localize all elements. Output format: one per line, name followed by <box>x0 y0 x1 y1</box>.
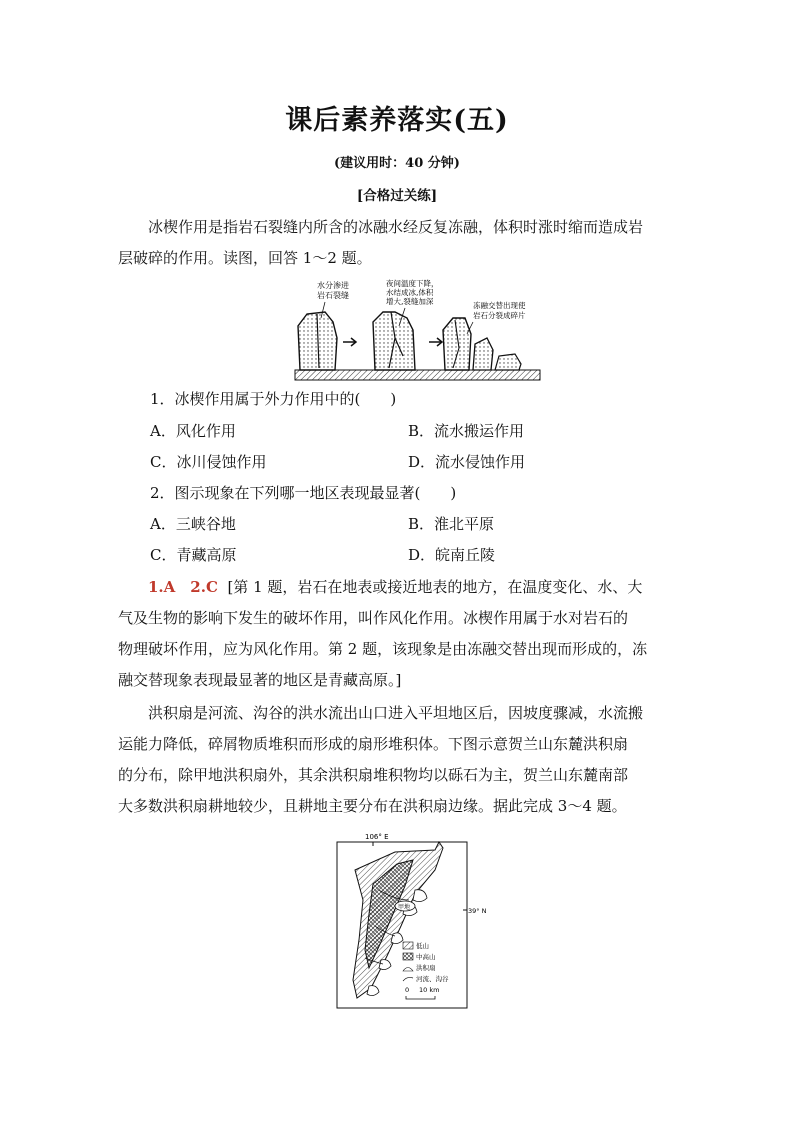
question-2-option-b: B．淮北平原 <box>408 515 495 533</box>
legend-label: 洪积扇 <box>416 964 436 972</box>
question-1-option-d: D．流水侵蚀作用 <box>408 453 526 471</box>
answer-explanation <box>118 572 678 696</box>
answer-key: 1.A 2.C <box>148 578 218 596</box>
scale-label: 10 km <box>419 986 440 994</box>
text-line: 气及生物的影响下发生的破坏作用，叫作风化作用。冰楔作用属于水对岩石的 <box>118 609 629 627</box>
legend-label: 中高山 <box>416 953 436 961</box>
legend-label: 河流、沟谷 <box>416 975 449 983</box>
text-line: 运能力降低，碎屑物质堆积而形成的扇形堆积体。下图示意贺兰山东麓洪积扇 <box>118 735 629 753</box>
text-line: 融交替现象表现最显著的地区是青藏高原。] <box>118 671 402 689</box>
alluvial-fan-map <box>335 830 487 1012</box>
question-1-option-a: A．风化作用 <box>150 422 236 440</box>
text-line: 大多数洪积扇耕地较少，且耕地主要分布在洪积扇边缘。据此完成 3～4 题。 <box>118 797 627 815</box>
latitude-label: 39° N <box>468 907 487 915</box>
longitude-label: 106° E <box>365 833 389 841</box>
text-line: 的分布，除甲地洪积扇外，其余洪积扇堆积物均以砾石为主，贺兰山东麓南部 <box>118 766 629 784</box>
figure-label: 增大,裂缝加深 <box>386 297 434 306</box>
figure-label: 冻融交替出现使 <box>473 301 526 310</box>
place-label: 甲地 <box>398 904 411 911</box>
scale-label: 0 <box>405 986 410 994</box>
question-2-option-a: A．三峡谷地 <box>150 515 236 533</box>
legend-label: 低山 <box>416 942 429 950</box>
question-2-option-c: C．青藏高原 <box>150 546 237 564</box>
text-line: 层破碎的作用。读图，回答 1～2 题。 <box>118 249 372 267</box>
section-heading: [合格过关练] <box>356 188 438 204</box>
arrow-right-icon <box>343 338 356 346</box>
question-1-option-c: C．冰川侵蚀作用 <box>150 453 267 471</box>
time-note: (建议用时：40 分钟) <box>334 156 460 171</box>
page-title: 课后素养落实(五) <box>285 105 509 136</box>
question-2-option-d: D．皖南丘陵 <box>408 546 496 564</box>
figure-label: 岩石分裂成碎片 <box>473 311 526 320</box>
figure-label: 岩石裂缝 <box>317 291 349 300</box>
figure-label: 水分渗进 <box>317 281 349 290</box>
figure-label: 夜间温度下降， <box>386 279 439 288</box>
intro-paragraph-2 <box>118 698 678 822</box>
arrow-right-icon <box>429 338 442 346</box>
question-2-stem: 2．图示现象在下列哪一地区表现最显著( ) <box>150 484 457 502</box>
text-line: 冰楔作用是指岩石裂缝内所含的冰融水经反复冻融，体积时涨时缩而造成岩 <box>148 218 644 236</box>
figure-label: 水结成冰,体积 <box>386 288 434 297</box>
text-line: [第 1 题，岩石在地表或接近地表的地方，在温度变化、水、大 <box>227 578 643 596</box>
intro-paragraph-1 <box>118 212 678 274</box>
question-1-option-b: B．流水搬运作用 <box>408 422 525 440</box>
rock-3 <box>443 318 471 370</box>
ice-wedging-figure <box>295 278 540 382</box>
text-line: 洪积扇是河流、沟谷的洪水流出山口进入平坦地区后，因坡度骤减，水流搬 <box>148 704 644 722</box>
text-line: 物理破坏作用，应为风化作用。第 2 题，该现象是由冻融交替出现而形成的，冻 <box>118 640 648 658</box>
question-1-stem: 1．冰楔作用属于外力作用中的( ) <box>150 390 397 408</box>
